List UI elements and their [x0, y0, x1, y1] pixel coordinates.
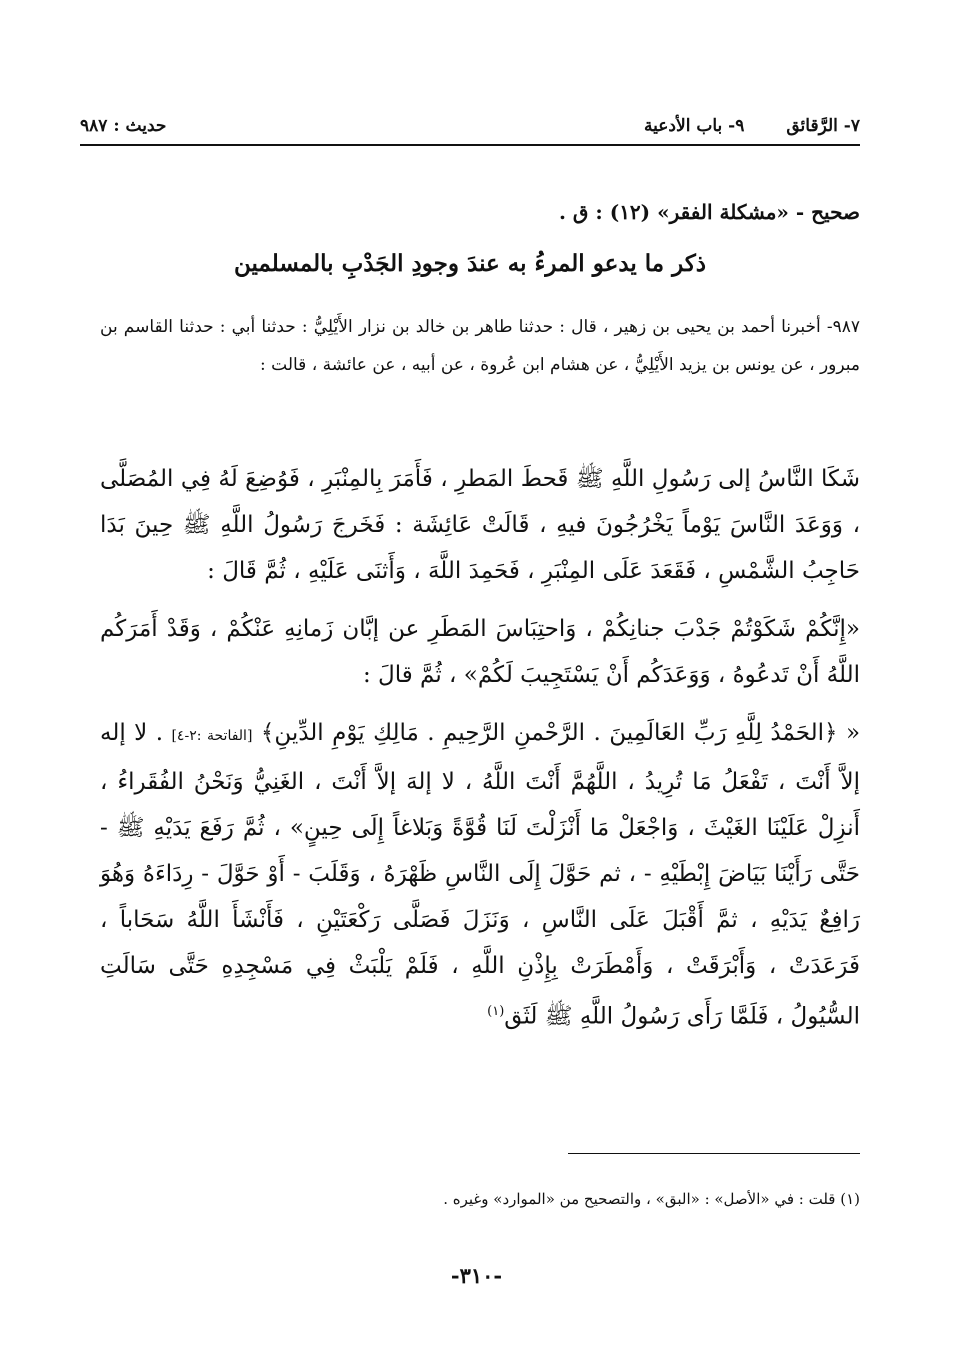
header-hadith-number: حديث : ٩٨٧: [80, 116, 167, 136]
matn-paragraph-1: شَكَا النَّاسُ إلى رَسُولِ اللَّهِ ﷺ قَحطَ المَطرِ ، فَأَمَرَ بِالمِنْبَرِ ، فَوُضِعَ لَهُ فِي المُصَلَّى ، وَوَعَدَ النَّاسَ يَوْماً يَخْرُجُونَ فيهِ ، قَالَتْ عَائِشَة : فَخَرجَ رَسُولُ اللَّهِ ﷺ حِينَ بَدَا حَاجِبُ الشَّمْسِ ، فَقَعَدَ عَلَى المِنْبَرِ ، فَحَمِدَ اللَّهَ ، وَأَثنَى عَلَيْهِ ، ثُمَّ قَالَ :: [100, 466, 860, 584]
running-header: [80, 104, 860, 146]
hadith-grade: صحيح - «مشكلة الفقر» (١٢) : ق .: [558, 200, 860, 224]
verse-reference: [الفاتحة :٢-٤]: [171, 728, 253, 744]
page-number: -٣١٠-: [450, 1263, 503, 1288]
isnad-text: ٩٨٧- أخبرنا أحمد بن يحيى بن زهير ، قال : حدثنا طاهر بن خالد بن نزار الأَيْلِيُّ : حدثنا أبي : حدثنا القاسم بن مبرور ، عن يونس بن يزيد الأَيْلِيُّ ، عن هشام ابن عُروة ، عن أبيه ، عن عائشة ، قالت :: [100, 317, 860, 375]
footnote: (١) قلت : في «الأصل» : «البق» ، والتصحيح من «الموارد» وغيره .: [443, 1190, 860, 1208]
matn-paragraph-3: [100, 710, 860, 1040]
isnad-paragraph: [100, 308, 860, 384]
section-title: ذكر ما يدعو المرءُ به عندَ وجودِ الجَدْبِ بالمسلمين: [233, 250, 707, 277]
quran-verse: « ﴿الحَمْدُ لِلَّهِ رَبِّ العَالَمِينَ . الرَّحْمنِ الرَّحِيمِ . مَالِكِ يَوْمِ الدِّينِ﴾: [260, 720, 861, 746]
matn-text: [100, 456, 860, 1052]
header-book-chapter: [644, 116, 860, 136]
matn-dua: . لا إله إلاَّ أَنْتَ ، تَفْعَلُ مَا تُرِيدُ ، اللَّهُمَّ أَنْتَ اللَّهُ ، لا إلهَ إلاَّ أَنْتَ ، الغَنِيُّ وَنَحْنُ الفُقَراءُ ، أَنزِلْ عَلَيْنَا الغَيْثَ ، وَاجْعَلْ مَا أَنْزَلْتَ لَنَا قُوَّةً وَبَلاغاً إِلَى حِينٍ» ، ثُمَّ رَفَعَ يَدَيْهِ ﷺ - حَتَّى رَأَيْنَا بَيَاضَ إِبْطَيْهِ - ، ثم حَوَّلَ إِلَى النَّاسِ ظَهْرَهُ ، وَقَلَبَ - أَوْ حَوَّلَ - رِدَاءَهُ وَهُوَ رَافِعٌ يَدَيْهِ ، ثمَّ أَقْبَلَ عَلَى النَّاسِ ، وَنَزَلَ فَصَلَّى رَكْعَتَيْنِ ، فَأَنْشَأَ اللَّهُ سَحَاباً ، فَرَعَدَتْ ، وَأَبْرَقَتْ ، وَأَمْطَرَتْ بِإِذْنِ اللَّهِ ، فَلَمْ يَلْبَثْ فِي مَسْجِدِهِ حَتَّى سَالَتِ السُّيُولُ ، فَلَمَّا رَأَى رَسُولُ اللَّهِ ﷺ لَثَق: [100, 720, 860, 1030]
header-book: ٧- الرَّقائق: [786, 116, 860, 136]
matn-paragraph-2: «إِنَّكُمْ شَكَوْتُمْ جَدْبَ جنانِكُمْ ، وَاحتِبَاسَ المَطَرِ عن إبَّان زَمانِهِ عَنْكُمْ ، وَقَدْ أَمَرَكُم اللَّهُ أَنْ تَدعُوهُ ، وَوَعَدَكُم أَنْ يَسْتَجِيبَ لَكُمْ» ، ثُمَّ قالَ :: [100, 616, 860, 688]
header-rule: [80, 144, 860, 146]
footnote-marker: (١): [487, 1004, 505, 1019]
footnote-separator: [568, 1153, 860, 1154]
header-chapter: ٩- باب الأدعية: [644, 116, 745, 136]
